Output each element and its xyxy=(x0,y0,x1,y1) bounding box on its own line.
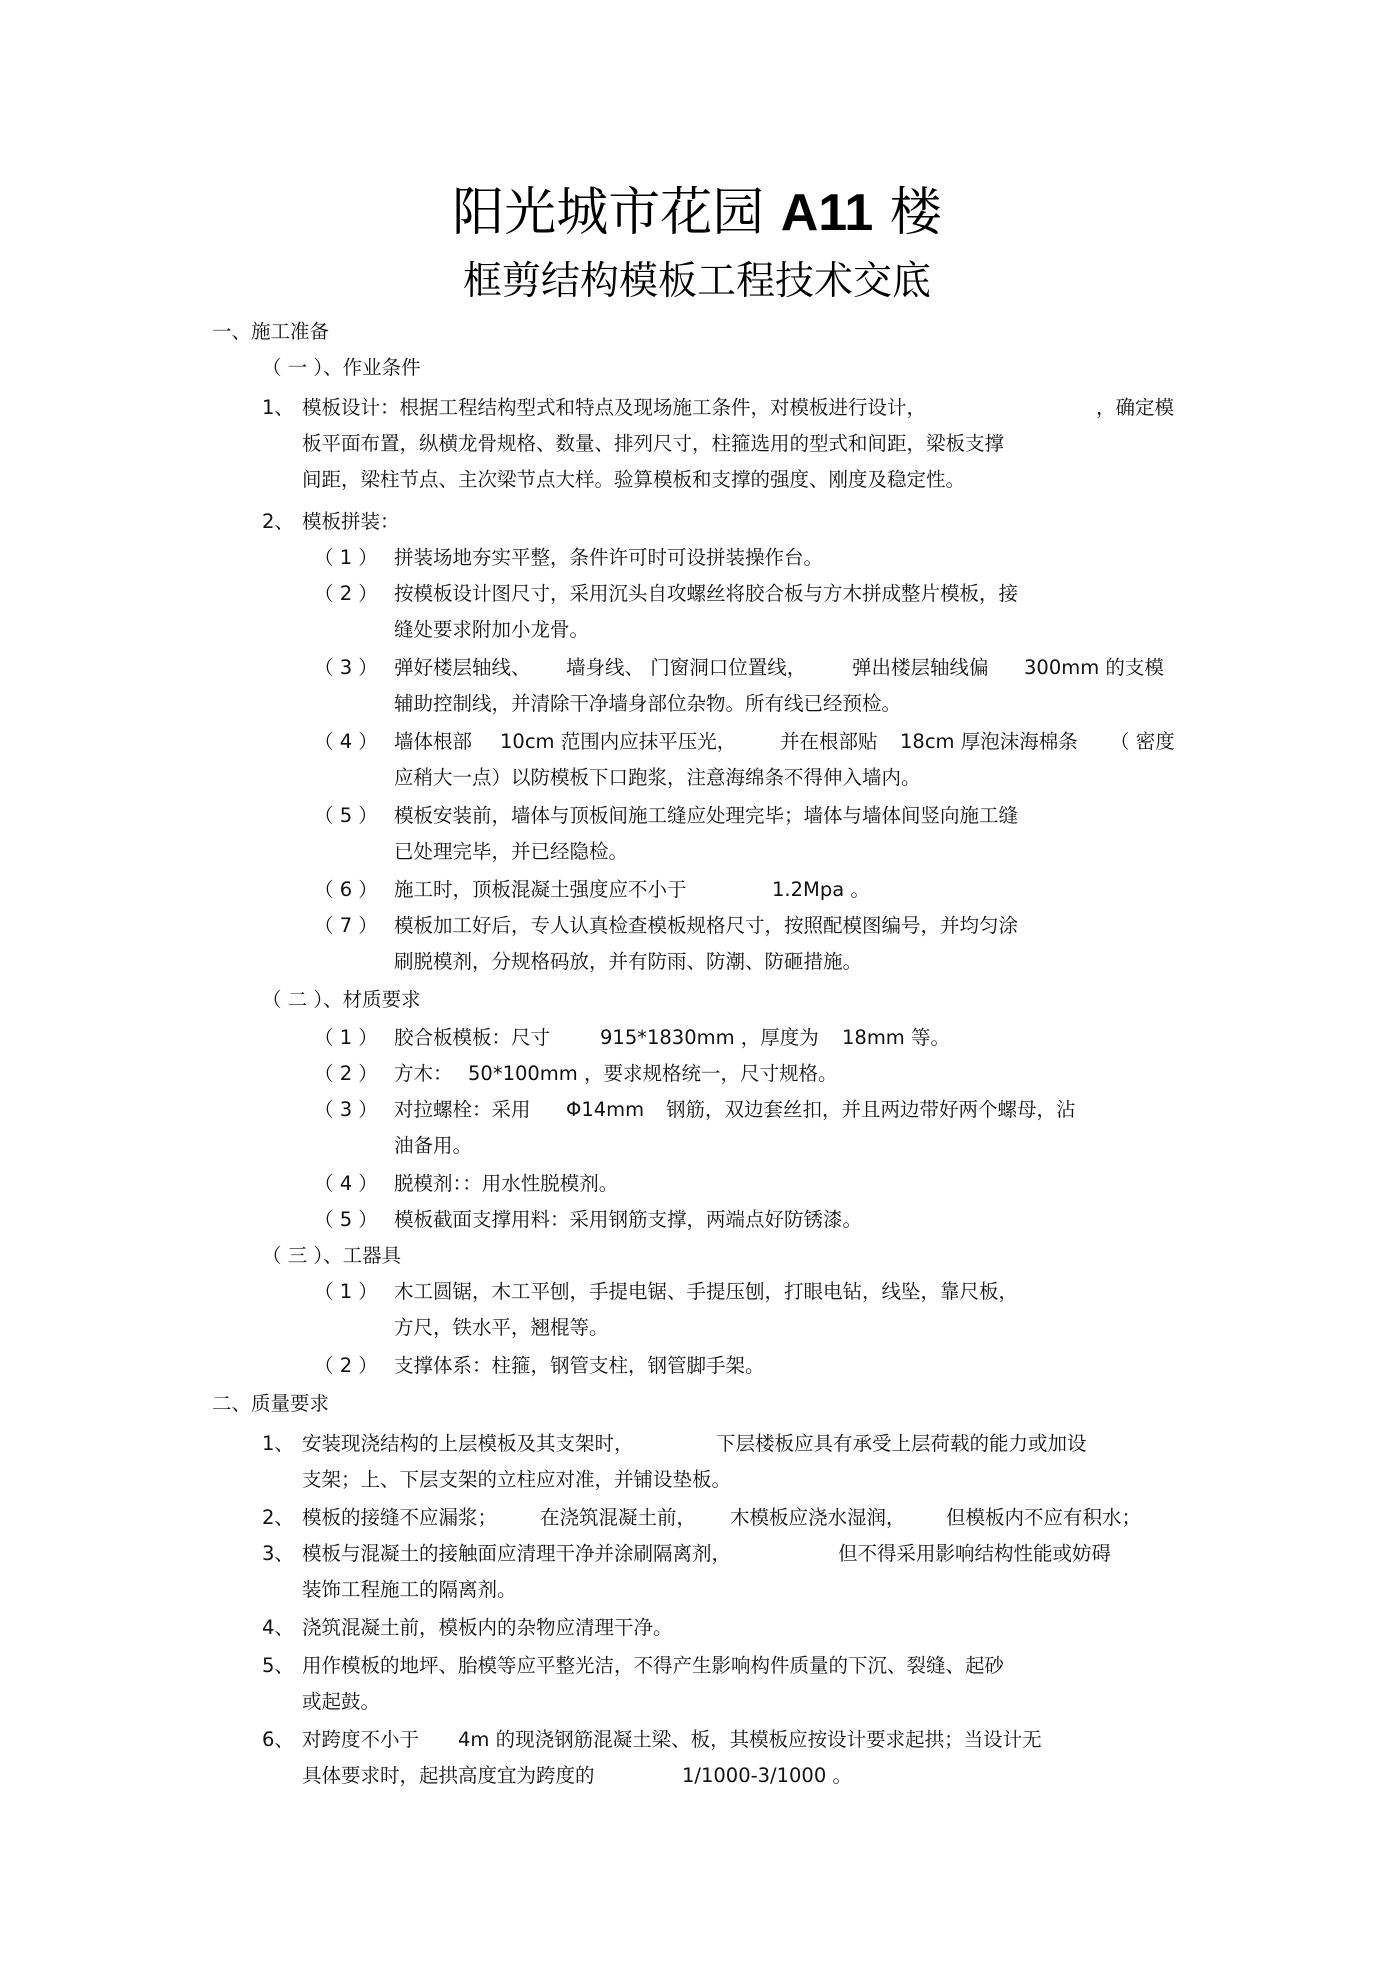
item-number: （ 6 ） xyxy=(314,878,378,901)
paragraph-line: 施工时，顶板混凝土强度应不小于 xyxy=(394,878,687,901)
paragraph-line: Φ14mm xyxy=(566,1098,645,1121)
paragraph-line: 刷脱模剂，分规格码放，并有防雨、防潮、防砸措施。 xyxy=(394,950,863,973)
paragraph-line: 模板设计：根据工程结构型式和特点及现场施工条件，对模板进行设计， xyxy=(302,396,927,419)
item-number: （ 3 ） xyxy=(314,1098,378,1121)
paragraph-line: 具体要求时，起拱高度宜为跨度的 xyxy=(302,1764,595,1787)
item-number: （ 2 ） xyxy=(314,1062,378,1085)
section-heading: 二、质量要求 xyxy=(212,1392,330,1415)
item-number: 5、 xyxy=(262,1654,294,1677)
subsection-heading: （ 三 ）、工器具 xyxy=(262,1244,402,1267)
paragraph-line: 木模板应浇水湿润， xyxy=(730,1506,906,1529)
paragraph-line: 板平面布置，纵横龙骨规格、数量、排列尺寸，柱箍选用的型式和间距，梁板支撑 xyxy=(302,432,1005,455)
item-number: （ 2 ） xyxy=(314,1354,378,1377)
paragraph-line: 方木： xyxy=(394,1062,453,1085)
item-number: 2、 xyxy=(262,510,294,533)
paragraph-line: 模板安装前，墙体与顶板间施工缝应处理完毕；墙体与墙体间竖向施工缝 xyxy=(394,804,1019,827)
item-number: （ 1 ） xyxy=(314,546,378,569)
paragraph-line: 模板拼装： xyxy=(302,510,400,533)
item-number: 1、 xyxy=(262,396,294,419)
item-number: （ 1 ） xyxy=(314,1280,378,1303)
paragraph-line: （ 密度 xyxy=(1110,730,1175,753)
document-title xyxy=(0,178,1394,248)
paragraph-line: 装饰工程施工的隔离剂。 xyxy=(302,1578,517,1601)
paragraph-line: 已处理完毕，并已经隐检。 xyxy=(394,840,629,863)
item-number: （ 5 ） xyxy=(314,804,378,827)
paragraph-line: 墙身线、 门窗洞口位置线， xyxy=(566,656,807,679)
item-number: 4、 xyxy=(262,1616,294,1639)
title-code: A11 xyxy=(780,184,874,242)
paragraph-line: 按模板设计图尺寸，采用沉头自攻螺丝将胶合板与方木拼成整片模板，接 xyxy=(394,582,1019,605)
item-number: 1、 xyxy=(262,1432,294,1455)
paragraph-line: 用作模板的地坪、胎模等应平整光洁，不得产生影响构件质量的下沉、裂缝、起砂 xyxy=(302,1654,1005,1677)
item-number: （ 1 ） xyxy=(314,1026,378,1049)
title-prefix: 阳光城市花园 xyxy=(452,183,765,243)
item-number: 3、 xyxy=(262,1542,294,1565)
paragraph-line: 模板的接缝不应漏浆； xyxy=(302,1506,498,1529)
paragraph-line: 对跨度不小于 xyxy=(302,1728,420,1751)
paragraph-line: 辅助控制线，并清除干净墙身部位杂物。所有线已经预检。 xyxy=(394,692,902,715)
paragraph-line: 浇筑混凝土前，模板内的杂物应清理干净。 xyxy=(302,1616,673,1639)
paragraph-line: 但模板内不应有积水； xyxy=(946,1506,1142,1529)
item-number: （ 4 ） xyxy=(314,1172,378,1195)
paragraph-line: 并在根部贴 xyxy=(780,730,878,753)
paragraph-line: 4m 的现浇钢筋混凝土梁、板，其模板应按设计要求起拱；当设计无 xyxy=(458,1728,1042,1751)
paragraph-line: 脱模剂：：用水性脱模剂。 xyxy=(394,1172,619,1195)
item-number: （ 7 ） xyxy=(314,914,378,937)
paragraph-line: 墙体根部 xyxy=(394,730,473,753)
item-number: （ 3 ） xyxy=(314,656,378,679)
paragraph-line: 间距，梁柱节点、主次梁节点大样。验算模板和支撑的强度、刚度及稳定性。 xyxy=(302,468,966,491)
subsection-heading: （ 一 ）、作业条件 xyxy=(262,356,421,379)
paragraph-line: 弹出楼层轴线偏 xyxy=(852,656,989,679)
paragraph-line: 10cm 范围内应抹平压光， xyxy=(500,730,737,753)
item-number: （ 2 ） xyxy=(314,582,378,605)
subsection-heading: （ 二 ）、材质要求 xyxy=(262,988,421,1011)
item-number: （ 5 ） xyxy=(314,1208,378,1231)
paragraph-line: 模板截面支撑用料：采用钢筋支撑，两端点好防锈漆。 xyxy=(394,1208,863,1231)
paragraph-line: 1.2Mpa 。 xyxy=(772,878,870,901)
title-suffix: 楼 xyxy=(889,183,942,243)
section-heading: 一、施工准备 xyxy=(212,320,330,343)
paragraph-line: 下层楼板应具有承受上层荷载的能力或加设 xyxy=(716,1432,1087,1455)
item-number: 6、 xyxy=(262,1728,294,1751)
paragraph-line: 缝处要求附加小龙骨。 xyxy=(394,618,590,641)
paragraph-line: 50*100mm ，要求规格统一，尺寸规格。 xyxy=(468,1062,838,1085)
paragraph-line: 或起鼓。 xyxy=(302,1690,381,1713)
paragraph-line: 油备用。 xyxy=(394,1134,473,1157)
paragraph-line: 但不得采用影响结构性能或妨碍 xyxy=(838,1542,1112,1565)
item-number: （ 4 ） xyxy=(314,730,378,753)
paragraph-line: 1/1000-3/1000 。 xyxy=(682,1764,852,1787)
paragraph-line: 木工圆锯，木工平刨，手提电锯、手提压刨，打眼电钻，线坠，靠尺板， xyxy=(394,1280,1019,1303)
paragraph-line: 在浇筑混凝土前， xyxy=(540,1506,697,1529)
paragraph-line: 300mm 的支模 xyxy=(1024,656,1164,679)
paragraph-line: 18cm 厚泡沫海棉条 xyxy=(900,730,1078,753)
paragraph-line: 支架；上、下层支架的立柱应对准，并铺设垫板。 xyxy=(302,1468,732,1491)
document-subtitle: 框剪结构模板工程技术交底 xyxy=(462,259,931,304)
paragraph-line: 支撑体系：柱箍，钢管支柱，钢管脚手架。 xyxy=(394,1354,765,1377)
paragraph-line: 模板加工好后，专人认真检查模板规格尺寸，按照配模图编号，并均匀涂 xyxy=(394,914,1019,937)
paragraph-line: 对拉螺栓：采用 xyxy=(394,1098,531,1121)
paragraph-line: 方尺，铁水平，翘棍等。 xyxy=(394,1316,609,1339)
paragraph-line: 拼装场地夯实平整，条件许可时可设拼装操作台。 xyxy=(394,546,824,569)
paragraph-line: 模板与混凝土的接触面应清理干净并涂刷隔离剂， xyxy=(302,1542,732,1565)
paragraph-line: 915*1830mm ，厚度为 xyxy=(600,1026,819,1049)
paragraph-line: ，确定模 xyxy=(1096,396,1175,419)
paragraph-line: 钢筋，双边套丝扣，并且两边带好两个螺母，沾 xyxy=(666,1098,1076,1121)
paragraph-line: 安装现浇结构的上层模板及其支架时， xyxy=(302,1432,634,1455)
item-number: 2、 xyxy=(262,1506,294,1529)
paragraph-line: 弹好楼层轴线、 xyxy=(394,656,531,679)
paragraph-line: 胶合板模板：尺寸 xyxy=(394,1026,551,1049)
paragraph-line: 应稍大一点）以防模板下口跑浆，注意海绵条不得伸入墙内。 xyxy=(394,766,921,789)
paragraph-line: 18mm 等。 xyxy=(842,1026,951,1049)
